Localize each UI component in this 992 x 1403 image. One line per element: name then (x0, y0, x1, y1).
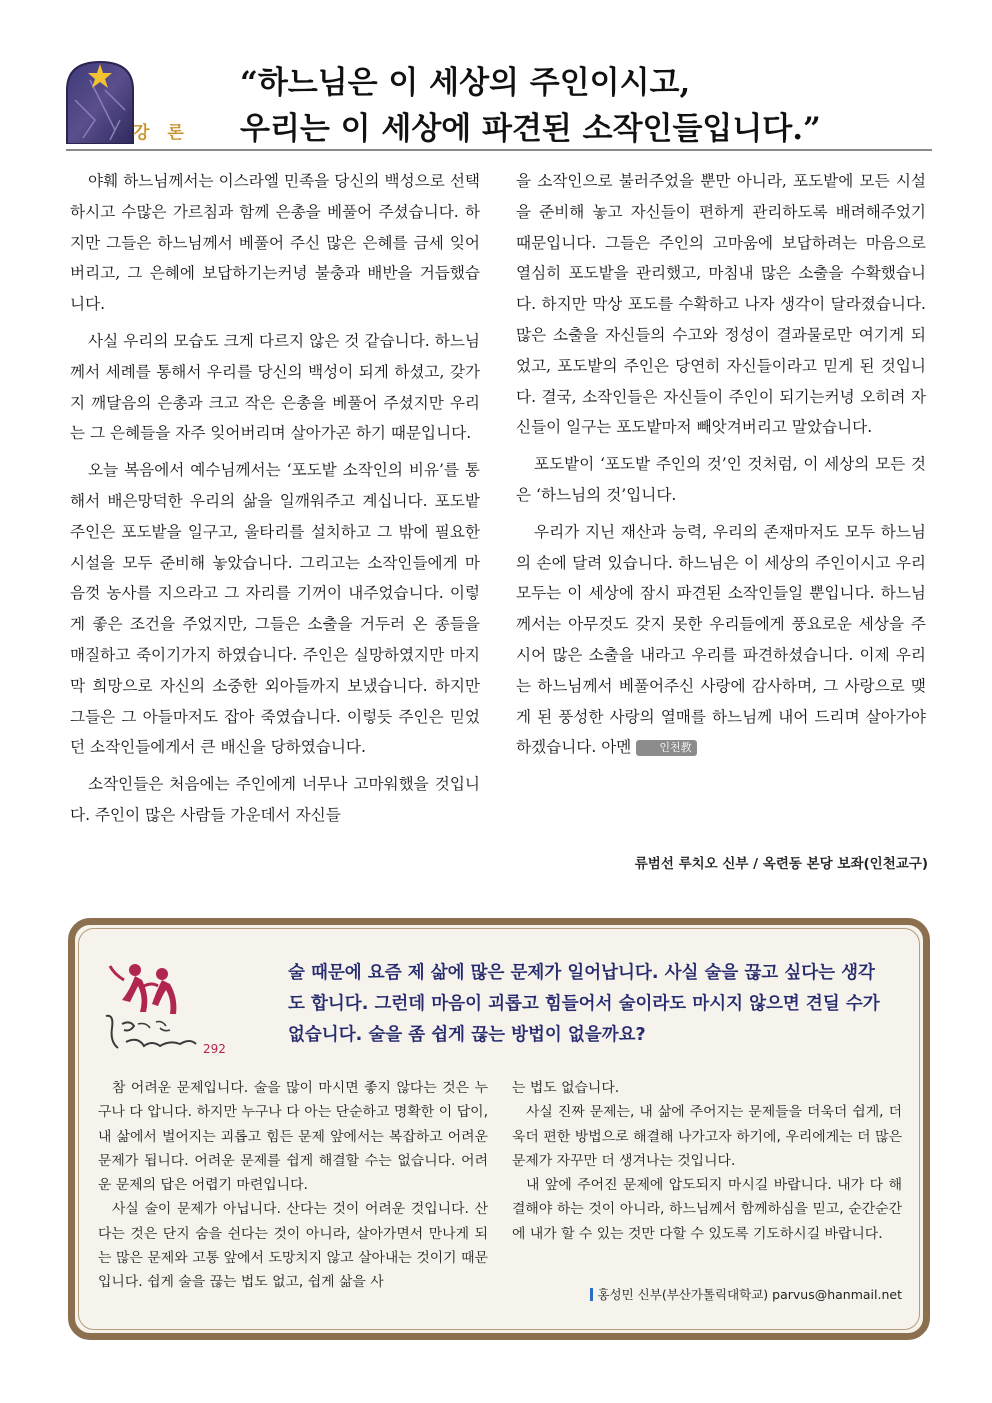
paragraph: 소작인들은 처음에는 주인에게 너무나 고마워했을 것입니다. 주인이 많은 사람들 가운데서 자신들 (70, 775, 480, 824)
sermon-right-column (516, 166, 926, 769)
paragraph: 사실 진짜 문제는, 내 삶에 주어지는 문제들을 더욱더 쉽게, 더욱더 편한 방법으로 해결해 나가고자 하기에, 우리에게는 더 많은 문제가 자꾸만 더 생겨나는 것입니다. (512, 1104, 902, 1169)
paragraph: 사실 술이 문제가 아닙니다. 산다는 것이 어려운 것입니다. 산다는 것은 단지 숨을 쉰다는 것이 아니라, 살아가면서 만나게 되는 많은 문제와 고통 앞에서 도망치지 않고 살아내는 것이기 때문입니다. 쉽게 술을 끊는 법도 없고, 쉽게 삶을 사 (98, 1201, 488, 1291)
paragraph: 포도밭이 ‘포도밭 주인의 것’인 것처럼, 이 세상의 모든 것은 ‘하느님의 것’입니다. (516, 455, 926, 504)
answer-byline-text: 홍성민 신부(부산가톨릭대학교) parvus@hanmail.net (597, 1287, 902, 1302)
headline (180, 60, 920, 152)
section-label: 강 론 (133, 123, 190, 143)
headline-line-2: 우리는 이 세상에 파견된 소작인들입니다.” (240, 111, 821, 147)
paragraph: 사실 우리의 모습도 크게 다르지 않은 것 같습니다. 하느님께서 세례를 통해서 우리를 당신의 백성이 되게 하셨고, 갖가지 깨달음의 은총과 크고 작은 은총을 베풀어 주셨지만 우리는 그 은혜들을 자주 잊어버리며 살아가곤 하기 때문입니다. (70, 331, 480, 443)
answer-byline (512, 1285, 902, 1303)
paragraph: 참 어려운 문제입니다. 술을 많이 마시면 좋지 않다는 것은 누구나 다 압니다. 하지만 누구나 다 아는 단순하고 명확한 이 답이, 내 삶에서 벌어지는 괴롭고 힘든 문제 앞에서는 복잡하고 어려운 문제가 됩니다. 어려운 문제를 쉽게 해결할 수는 없습니다. 어려운 문제의 답은 어렵기 마련입니다. (98, 1080, 488, 1194)
paragraph: 는 법도 없습니다. (512, 1080, 620, 1096)
paragraph: 야훼 하느님께서는 이스라엘 민족을 당신의 백성으로 선택하시고 수많은 가르침과 함께 은총을 베풀어 주셨습니다. 하지만 그들은 하느님께서 베풀어 주신 많은 은혜를 금세 잊어버리고, 그 은혜에 보답하기는커녕 불충과 배반을 거듭했습니다. (70, 172, 480, 314)
sermon-left-column (70, 166, 480, 837)
paragraph: 내 앞에 주어진 문제에 압도되지 마시길 바랍니다. 내가 다 해결해야 하는 것이 아니라, 하느님께서 함께하심을 믿고, 순간순간에 내가 할 수 있는 것만 다할 수 있도록 기도하시길 바랍니다. (512, 1177, 902, 1242)
paragraph: 을 소작인으로 불러주었을 뿐만 아니라, 포도밭에 모든 시설을 준비해 놓고 자신들이 편하게 관리하도록 배려해주었기 때문입니다. 그들은 주인의 고마움에 보답하려는 마음으로 열심히 포도밭을 관리했고, 마침내 많은 소출을 수확했습니다. 하지만 막상 포도를 수확하고 나자 생각이 달라졌습니다. 많은 소출을 자신들의 수고와 정성이 결과물로만 여기게 되었고, 포도밭의 주인은 당연히 자신들이라고 믿게 된 것입니다. 결국, 소작인들은 자신들이 주인이 되기는커녕 오히려 자신들이 일구는 포도밭마저 빼앗겨버리고 말았습니다. (516, 172, 926, 437)
paragraph-text: 우리가 지닌 재산과 능력, 우리의 존재마저도 모두 하느님의 손에 달려 있습니다. 하느님은 이 세상의 주인이시고 우리 모두는 이 세상에 잠시 파견된 소작인들일 뿐입니다. 하느님께서는 아무것도 갖지 못한 우리들에게 풍요로운 세상을 주시어 많은 소출을 내라고 우리를 파견하셨습니다. 이제 우리는 하느님께서 베풀어주신 사랑에 감사하며, 그 사랑으로 맺게 된 풍성한 사랑의 열매를 하느님께 내어 드리며 살아가야 하겠습니다. 아멘 (516, 522, 926, 757)
paragraph (516, 517, 926, 763)
stained-glass-window-icon (65, 60, 135, 144)
paragraph: 오늘 복음에서 예수님께서는 ‘포도밭 소작인의 비유’를 통해서 배은망덕한 우리의 삶을 일깨워주고 계십니다. 포도밭 주인은 포도밭을 일구고, 울타리를 설치하고 그 밖에 필요한 시설을 모두 준비해 놓았습니다. 그리고는 소작인들에게 마음껏 농사를 지으라고 그 자리를 기꺼이 내주었습니다. 이렇게 좋은 조건을 주었지만, 그들은 소출을 거두러 온 종들을 매질하고 죽이기가지 하였습니다. 주인은 실망하였지만 마지막 희망으로 자신의 소중한 외아들까지 보냈습니다. 하지만 그들은 그 아들마저도 잡아 죽였습니다. 이렇듯 주인은 믿었던 소작인들에게서 큰 배신을 당하였습니다. (70, 461, 480, 757)
byline-accent-bar (590, 1288, 593, 1301)
answer-left-column (98, 1076, 488, 1295)
reader-question: 술 때문에 요즘 제 삶에 많은 문제가 일어납니다. 사실 술을 끊고 싶다는 생각도 합니다. 그런데 마음이 괴롭고 힘들어서 술이라도 마시지 않으면 견딜 수가 없습니다. 술을 좀 쉽게 끊는 방법이 없을까요? (288, 963, 880, 1045)
header-divider (66, 149, 932, 151)
headline-line-1: “하느님은 이 세상의 주인이시고, (240, 65, 691, 101)
answer-right-column (512, 1076, 902, 1246)
diocese-stamp: 인천教 (636, 740, 696, 756)
sermon-byline: 류범선 루치오 신부 / 옥련동 본당 보좌(인천교구) (634, 856, 928, 872)
column-number: 292 (203, 1042, 226, 1056)
